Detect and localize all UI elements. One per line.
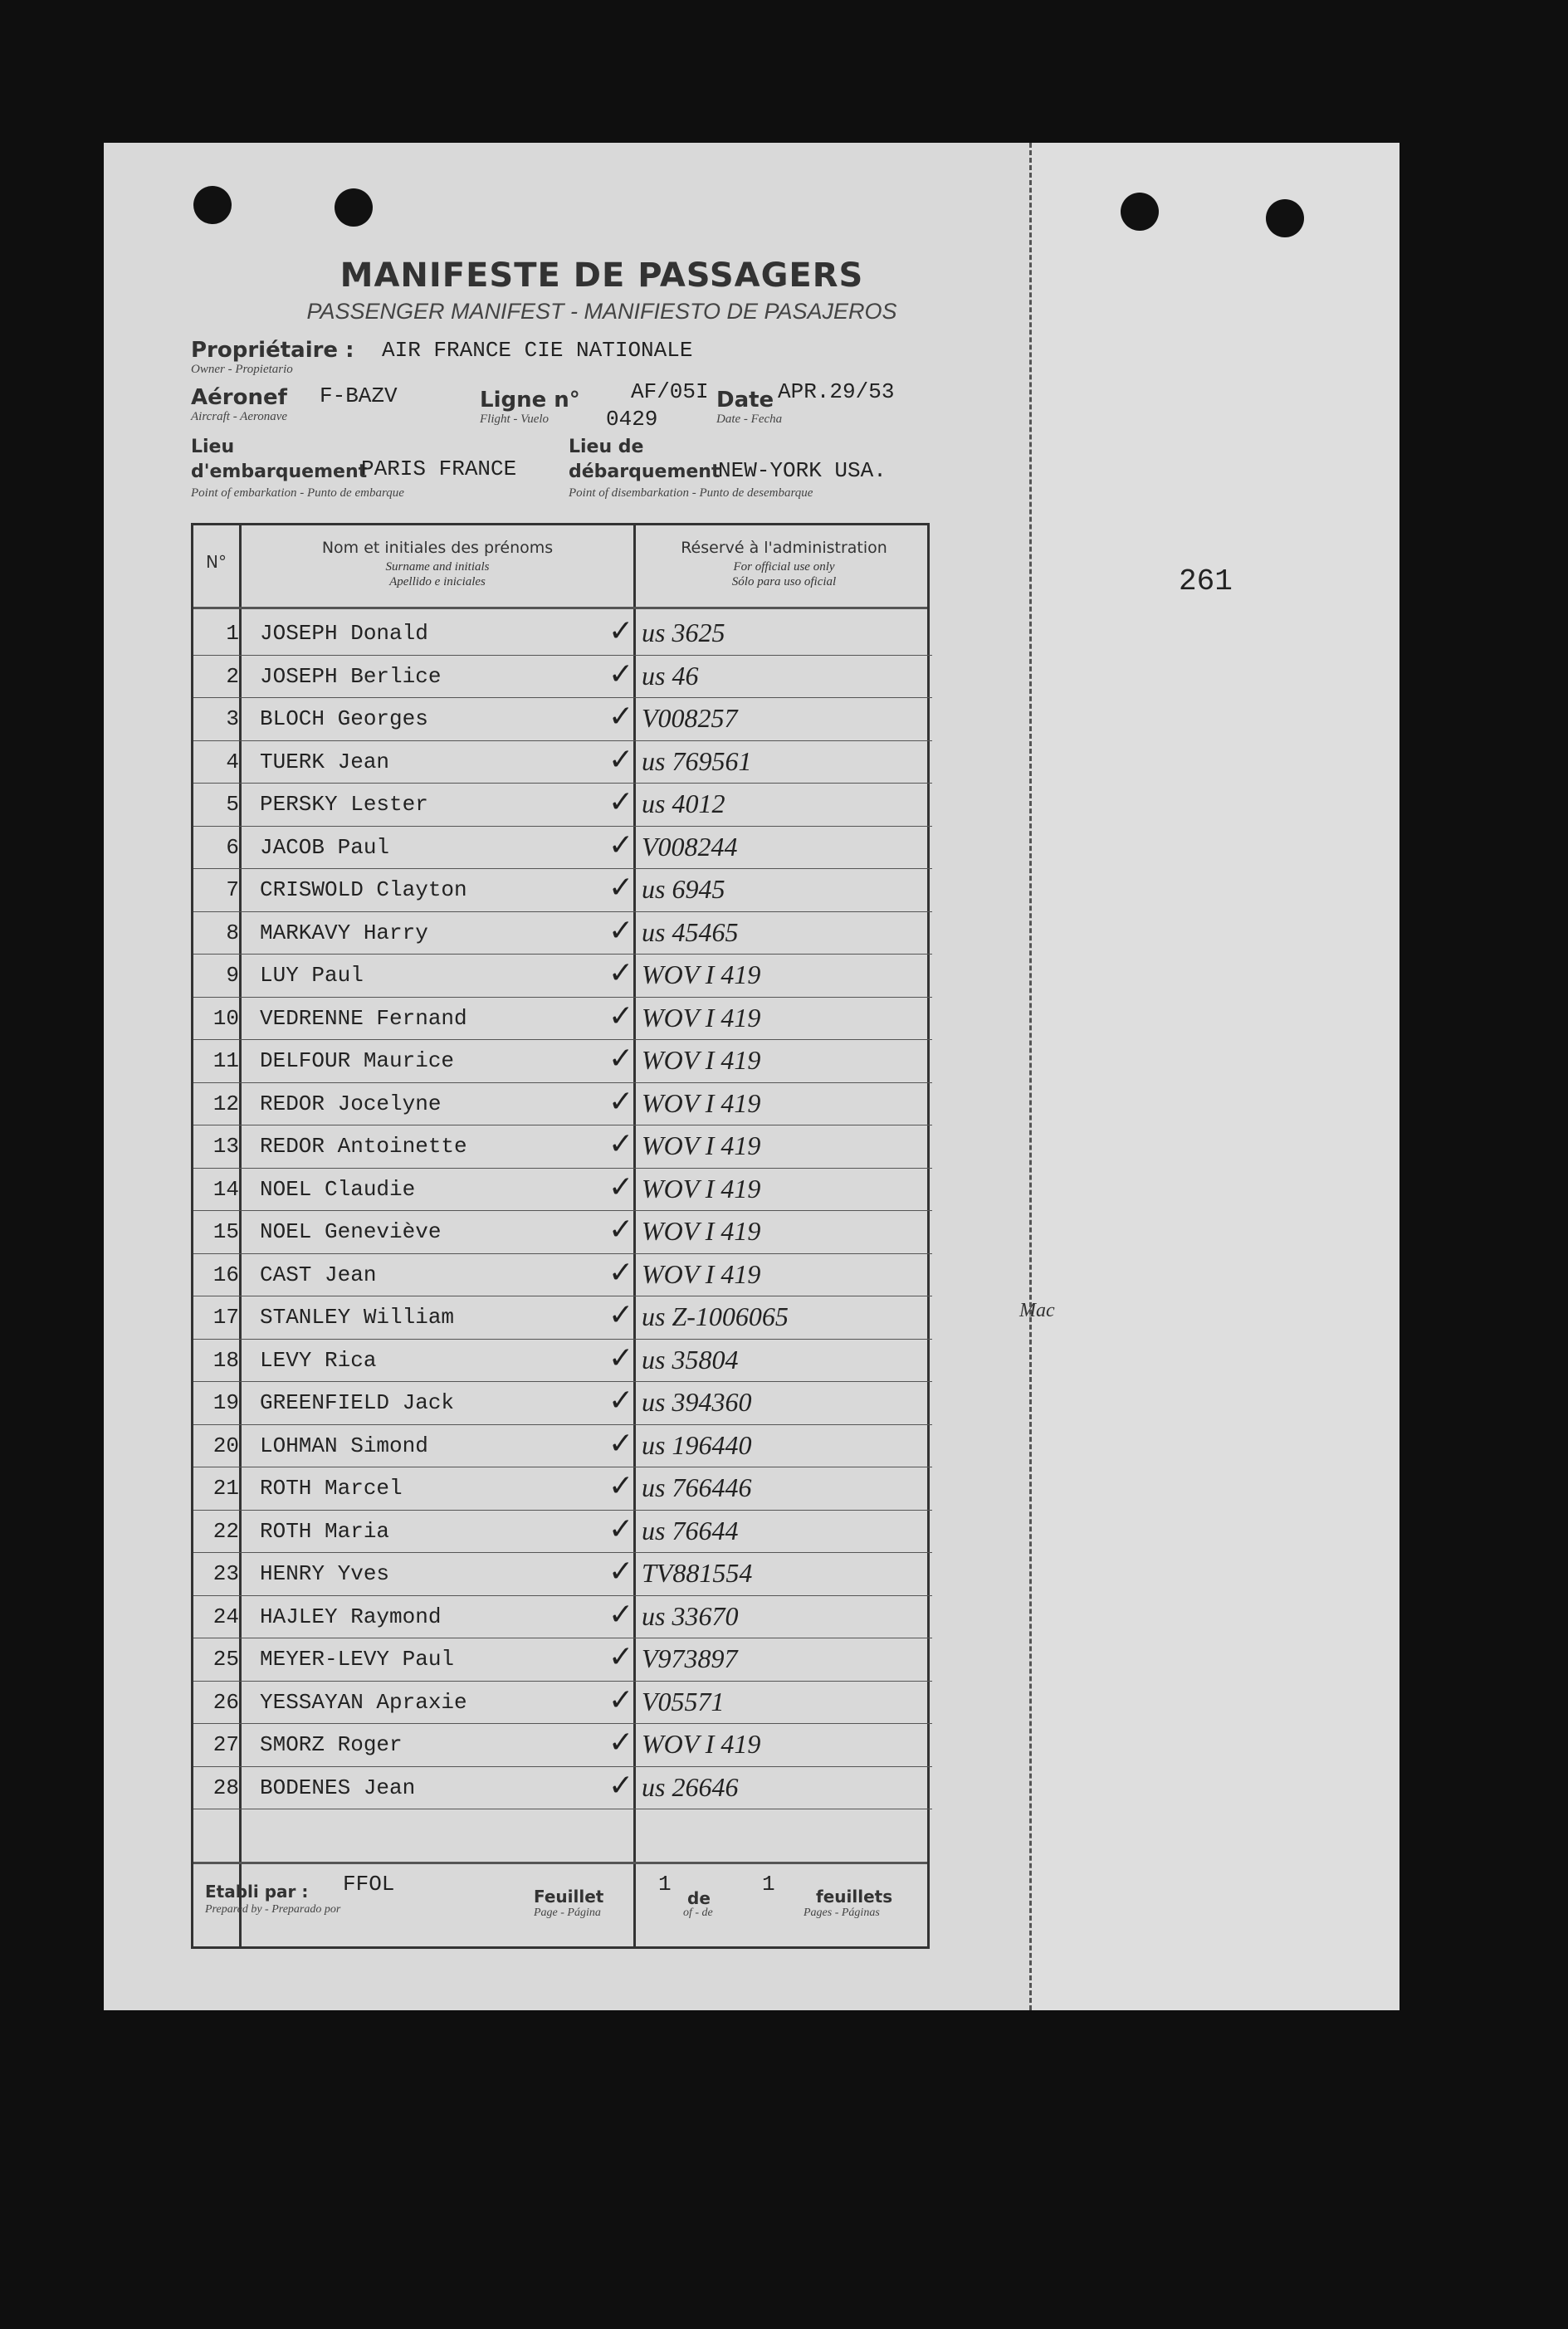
table-row [193, 1083, 932, 1125]
table-row [193, 1169, 932, 1210]
embarkation-value: PARIS FRANCE [361, 457, 517, 481]
disembarkation-sublabel: Point of disembarkation - Punto de desembarque [569, 486, 813, 500]
prepared-by-value: FFOL [343, 1872, 395, 1897]
side-note: Mac [1019, 1300, 1055, 1321]
table-row [193, 1254, 932, 1296]
punch-hole [335, 188, 373, 227]
check-mark: ✓ [608, 1127, 634, 1161]
row-number: 18 [212, 1347, 239, 1373]
row-number: 19 [212, 1390, 239, 1415]
official-entry: WOV I 419 [642, 1258, 761, 1289]
official-entry: us 33670 [642, 1600, 739, 1631]
passenger-name: LOHMAN Simond [260, 1433, 428, 1458]
col-name-subheader: Surname and initials [385, 560, 490, 574]
official-entry: us 45465 [642, 916, 739, 947]
row-number: 9 [226, 963, 239, 988]
official-entry: us 6945 [642, 874, 725, 904]
passenger-name: GREENFIELD Jack [260, 1390, 455, 1415]
check-mark: ✓ [608, 1768, 634, 1803]
passenger-name: REDOR Jocelyne [260, 1091, 442, 1116]
row-number: 26 [212, 1689, 239, 1715]
table-row [193, 1296, 1055, 1338]
flight-label: Ligne n° [480, 388, 580, 413]
table-row [193, 784, 932, 825]
page-stamp: 261 [1179, 564, 1233, 598]
table-row [193, 869, 932, 911]
official-entry: us 46 [642, 660, 699, 691]
check-mark: ✓ [608, 1384, 634, 1418]
official-entry: TV881554 [642, 1558, 753, 1588]
row-number: 14 [212, 1176, 239, 1202]
official-entry: us 3625 [642, 618, 725, 647]
row-number: 8 [226, 920, 239, 945]
passenger-name: SMORZ Roger [260, 1732, 403, 1757]
row-number: 1 [226, 621, 239, 646]
check-mark: ✓ [608, 657, 634, 691]
check-mark: ✓ [608, 785, 634, 819]
pages-sublabel: Pages - Páginas [804, 1907, 880, 1919]
passenger-name: JOSEPH Donald [260, 621, 428, 646]
check-mark: ✓ [608, 1084, 634, 1119]
sheet-value: 1 [658, 1872, 672, 1897]
embarkation-sublabel: Point of embarkation - Punto de embarque [191, 486, 404, 500]
check-mark: ✓ [608, 1555, 634, 1589]
col-name-header: Nom et initiales des prénoms [321, 539, 554, 557]
flight-sublabel: Flight - Vuelo [480, 413, 550, 426]
check-mark: ✓ [608, 1255, 634, 1290]
check-mark: ✓ [608, 700, 634, 734]
check-mark: ✓ [608, 1511, 634, 1546]
owner-value: AIR FRANCE CIE NATIONALE [382, 338, 693, 363]
official-entry: V008244 [642, 831, 738, 862]
passenger-name: ROTH Maria [260, 1518, 390, 1544]
manifest-sheet [104, 143, 1397, 2010]
col-number-header: N° [206, 552, 227, 572]
passenger-name: ROTH Marcel [260, 1476, 403, 1501]
disembarkation-label: Lieu de débarquement [569, 437, 720, 482]
official-entry: WOV I 419 [642, 1002, 761, 1033]
table-row [193, 912, 932, 954]
passenger-name: JACOB Paul [260, 834, 390, 860]
aircraft-sublabel: Aircraft - Aeronave [191, 410, 288, 423]
punch-hole [1266, 199, 1304, 237]
passenger-name: NOEL Claudie [260, 1176, 416, 1202]
check-mark: ✓ [608, 1469, 634, 1503]
passenger-name: YESSAYAN Apraxie [260, 1689, 467, 1715]
check-mark: ✓ [608, 1213, 634, 1247]
official-entry: WOV I 419 [642, 1729, 761, 1759]
passenger-name: CRISWOLD Clayton [260, 877, 467, 902]
table-row [193, 1211, 932, 1252]
flight-value: AF/05I [631, 379, 709, 404]
table-row [193, 1382, 932, 1423]
official-entry: us 26646 [642, 1771, 739, 1802]
passenger-name: BODENES Jean [260, 1775, 416, 1800]
disembarkation-value: NEW-YORK USA. [718, 458, 887, 483]
official-entry: WOV I 419 [642, 1173, 761, 1204]
official-entry: WOV I 419 [642, 959, 761, 989]
of-sublabel: of - de [683, 1907, 713, 1919]
check-mark: ✓ [608, 913, 634, 948]
of-label: de [687, 1888, 711, 1908]
col-name-subheader-es: Apellido e iniciales [389, 575, 486, 588]
table-row [193, 1638, 932, 1680]
passenger-name: REDOR Antoinette [260, 1134, 467, 1159]
row-number: 4 [226, 749, 239, 774]
row-number: 21 [212, 1476, 239, 1501]
check-mark: ✓ [608, 1298, 634, 1332]
punch-hole [1121, 193, 1159, 231]
check-mark: ✓ [608, 1042, 634, 1076]
total-pages-value: 1 [762, 1872, 775, 1897]
row-number: 2 [226, 663, 239, 689]
prepared-by-label: Etabli par : [205, 1882, 309, 1902]
table-row [193, 1340, 932, 1381]
col-official-subheader: For official use only [733, 560, 835, 574]
check-mark: ✓ [608, 1340, 634, 1375]
check-mark: ✓ [608, 614, 634, 648]
passenger-name: JOSEPH Berlice [260, 663, 442, 689]
table-row [193, 741, 932, 783]
official-entry: WOV I 419 [642, 1045, 761, 1075]
row-number: 23 [212, 1561, 239, 1586]
owner-label: Propriétaire : [191, 338, 354, 363]
official-entry: WOV I 419 [642, 1087, 761, 1118]
official-entry: us 76644 [642, 1515, 739, 1545]
check-mark: ✓ [608, 742, 634, 777]
official-entry: us 394360 [642, 1387, 752, 1417]
passenger-name: LEVY Rica [260, 1347, 377, 1373]
passenger-name: LUY Paul [260, 963, 364, 988]
passenger-name: BLOCH Georges [260, 706, 428, 731]
row-number: 7 [226, 877, 239, 902]
table-row [193, 955, 932, 996]
table-row [193, 1425, 932, 1467]
passenger-table [191, 523, 1055, 1949]
table-row [193, 656, 932, 697]
check-mark: ✓ [608, 1726, 634, 1760]
sheet-stub [1029, 143, 1399, 2010]
passenger-name: VEDRENNE Fernand [260, 1005, 467, 1031]
row-number: 27 [212, 1732, 239, 1757]
pages-label: feuillets [816, 1887, 893, 1907]
punch-hole [193, 186, 232, 224]
owner-sublabel: Owner - Propietario [191, 363, 293, 376]
check-mark: ✓ [608, 1169, 634, 1204]
passenger-name: HAJLEY Raymond [260, 1604, 442, 1629]
official-entry: WOV I 419 [642, 1130, 761, 1160]
row-number: 11 [212, 1048, 239, 1073]
check-mark: ✓ [608, 1597, 634, 1632]
table-row [193, 1125, 932, 1167]
table-row [193, 827, 932, 868]
row-number: 10 [212, 1005, 239, 1031]
manifest-subtitle: PASSENGER MANIFEST - MANIFIESTO DE PASAJEROS [306, 299, 897, 324]
official-entry: us 196440 [642, 1429, 752, 1460]
official-entry: WOV I 419 [642, 1216, 761, 1246]
passenger-name: PERSKY Lester [260, 792, 428, 817]
official-entry: V008257 [642, 703, 738, 733]
passenger-name: NOEL Geneviève [260, 1219, 442, 1244]
table-row [193, 1682, 932, 1723]
official-entry: V05571 [642, 1686, 725, 1716]
row-number: 28 [212, 1775, 239, 1800]
table-row [193, 1724, 932, 1765]
check-mark: ✓ [608, 871, 634, 905]
sheet-label: Feuillet [534, 1887, 604, 1907]
check-mark: ✓ [608, 1426, 634, 1461]
official-entry: us 766446 [642, 1472, 752, 1502]
row-number: 24 [212, 1604, 239, 1629]
official-entry: V973897 [642, 1643, 738, 1673]
check-mark: ✓ [608, 1640, 634, 1674]
table-row [193, 998, 932, 1039]
col-official-header: Réservé à l'administration [681, 539, 887, 557]
aircraft-value: F-BAZV [320, 383, 398, 408]
sheet-sublabel: Page - Página [534, 1907, 601, 1919]
table-row [193, 1596, 932, 1638]
row-number: 6 [226, 834, 239, 860]
official-entry: us 769561 [642, 745, 752, 776]
row-number: 20 [212, 1433, 239, 1458]
check-mark: ✓ [608, 998, 634, 1033]
row-number: 15 [212, 1219, 239, 1244]
row-number: 5 [226, 792, 239, 817]
row-number: 17 [212, 1305, 239, 1330]
flight-number: 0429 [606, 407, 658, 432]
embarkation-label: Lieu d'embarquement [191, 437, 368, 482]
prepared-by-sublabel: Prepared by - Preparado por [205, 1903, 341, 1916]
row-number: 22 [212, 1518, 239, 1544]
table-row [193, 1040, 932, 1081]
date-label: Date [716, 388, 774, 413]
table-row [193, 613, 932, 654]
table-row [193, 1511, 932, 1552]
official-entry: us Z-1006065 [642, 1301, 789, 1331]
row-number: 12 [212, 1091, 239, 1116]
check-mark: ✓ [608, 828, 634, 862]
official-entry: us 4012 [642, 789, 725, 818]
passenger-name: HENRY Yves [260, 1561, 390, 1586]
row-number: 13 [212, 1134, 239, 1159]
passenger-name: MARKAVY Harry [260, 920, 428, 945]
table-row [193, 1767, 932, 1809]
table-row [193, 1553, 932, 1594]
passenger-name: TUERK Jean [260, 749, 390, 774]
passenger-name: STANLEY William [260, 1305, 455, 1330]
check-mark: ✓ [608, 1682, 634, 1717]
manifest-title: MANIFESTE DE PASSAGERS [339, 256, 864, 295]
passenger-name: DELFOUR Maurice [260, 1048, 455, 1073]
row-number: 16 [212, 1262, 239, 1287]
check-mark: ✓ [608, 956, 634, 990]
passenger-name: CAST Jean [260, 1262, 377, 1287]
date-value: APR.29/53 [778, 379, 895, 404]
official-entry: us 35804 [642, 1344, 739, 1374]
row-number: 25 [212, 1647, 239, 1672]
date-sublabel: Date - Fecha [716, 413, 783, 426]
table-row [193, 1467, 932, 1509]
aircraft-label: Aéronef [191, 385, 287, 410]
passenger-name: MEYER-LEVY Paul [260, 1647, 455, 1672]
table-row [193, 698, 932, 740]
col-official-subheader-es: Sólo para uso oficial [731, 575, 837, 588]
row-number: 3 [226, 706, 239, 731]
